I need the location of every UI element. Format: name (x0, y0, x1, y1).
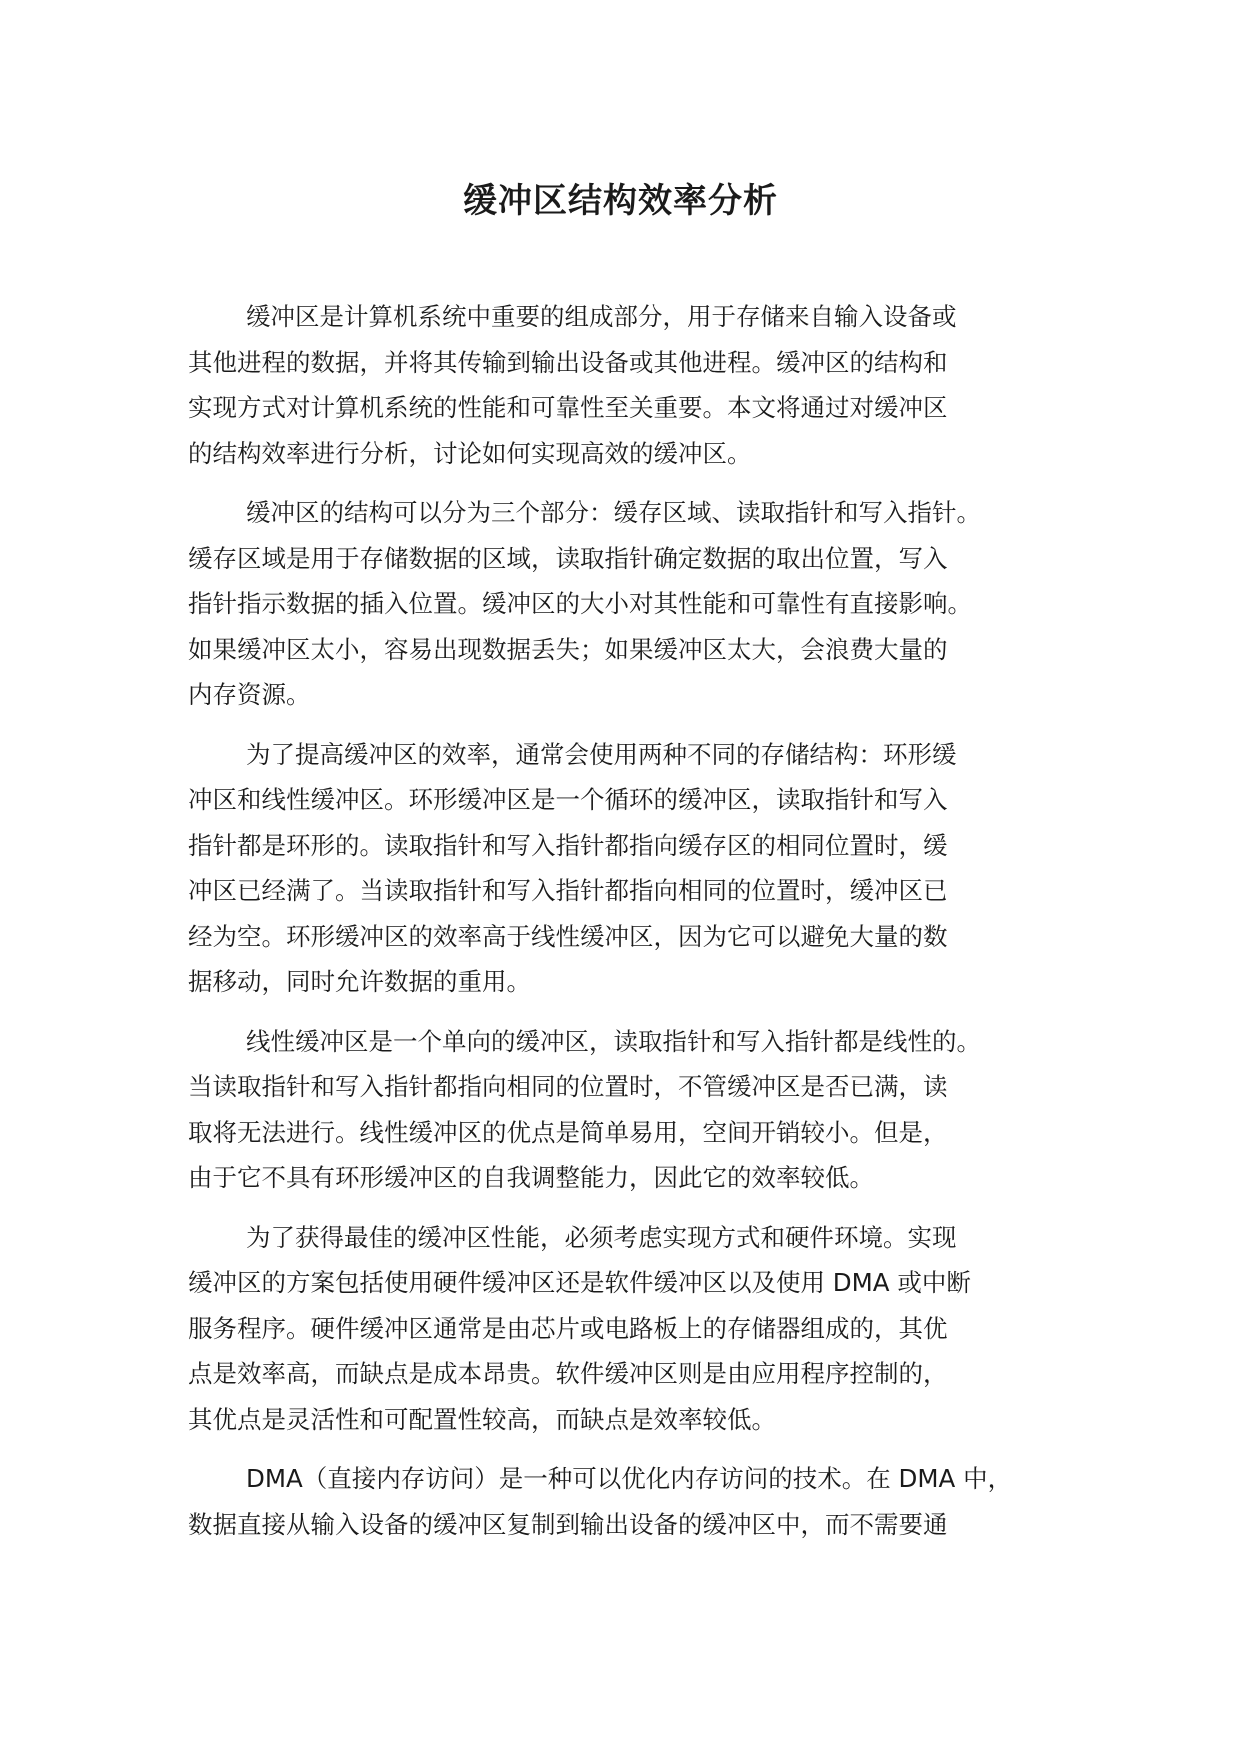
text-line: 取将无法进行。线性缓冲区的优点是简单易用，空间开销较小。但是， (188, 1117, 948, 1147)
text-line: 内存资源。 (188, 680, 311, 709)
text-line: 实现方式对计算机系统的性能和可靠性至关重要。本文将通过对缓冲区 (188, 393, 948, 422)
text-line: 指针都是环形的。读取指针和写入指针都指向缓存区的相同位置时，缓 (188, 830, 948, 860)
text-line: 当读取指针和写入指针都指向相同的位置时，不管缓冲区是否已满，读 (188, 1072, 948, 1101)
text-line: 线性缓冲区是一个单向的缓冲区，读取指针和写入指针都是线性的。 (246, 1026, 981, 1056)
paragraph-linear-buffer (188, 1019, 1068, 1201)
text-line: 其优点是灵活性和可配置性较高，而缺点是效率较低。 (188, 1404, 776, 1434)
text-line: 如果缓冲区太小，容易出现数据丢失；如果缓冲区太大，会浪费大量的 (188, 634, 948, 664)
text-line: 由于它不具有环形缓冲区的自我调整能力，因此它的效率较低。 (188, 1163, 874, 1192)
text-line: 缓冲区的方案包括使用硬件缓冲区还是软件缓冲区以及使用 DMA 或中断 (188, 1268, 971, 1297)
text-line: 点是效率高，而缺点是成本昂贵。软件缓冲区则是由应用程序控制的， (188, 1359, 948, 1388)
paragraph-ring-buffer (188, 732, 1068, 1005)
text-line: 指针指示数据的插入位置。缓冲区的大小对其性能和可靠性有直接影响。 (188, 589, 972, 618)
text-line: 冲区和线性缓冲区。环形缓冲区是一个循环的缓冲区，读取指针和写入 (188, 785, 948, 814)
text-line: 经为空。环形缓冲区的效率高于线性缓冲区，因为它可以避免大量的数 (188, 921, 948, 951)
text-line: 缓存区域是用于存储数据的区域，读取指针确定数据的取出位置，写入 (188, 543, 948, 573)
document-body (188, 294, 1068, 1561)
text-line: 的结构效率进行分析，讨论如何实现高效的缓冲区。 (188, 438, 752, 468)
text-line: 其他进程的数据，并将其传输到输出设备或其他进程。缓冲区的结构和 (188, 347, 948, 377)
paragraph-structure (188, 490, 1068, 718)
paragraph-implementation (188, 1215, 1068, 1443)
text-line: 为了获得最佳的缓冲区性能，必须考虑实现方式和硬件环境。实现 (246, 1222, 957, 1252)
text-line: 缓冲区的结构可以分为三个部分：缓存区域、读取指针和写入指针。 (246, 498, 981, 527)
text-line: 冲区已经满了。当读取指针和写入指针都指向相同的位置时，缓冲区已 (188, 876, 948, 905)
text-line: 缓冲区是计算机系统中重要的组成部分，用于存储来自输入设备或 (246, 302, 957, 331)
text-line: 服务程序。硬件缓冲区通常是由芯片或电路板上的存储器组成的，其优 (188, 1313, 948, 1343)
paragraph-dma (188, 1456, 1068, 1547)
paragraph-intro (188, 294, 1068, 476)
text-line: 为了提高缓冲区的效率，通常会使用两种不同的存储结构：环形缓 (246, 739, 957, 769)
text-line: 数据直接从输入设备的缓冲区复制到输出设备的缓冲区中，而不需要通 (188, 1509, 948, 1539)
text-line: DMA（直接内存访问）是一种可以优化内存访问的技术。在 DMA 中， (246, 1464, 1013, 1493)
document-title: 缓冲区结构效率分析 (463, 181, 778, 221)
text-line: 据移动，同时允许数据的重用。 (188, 967, 531, 996)
